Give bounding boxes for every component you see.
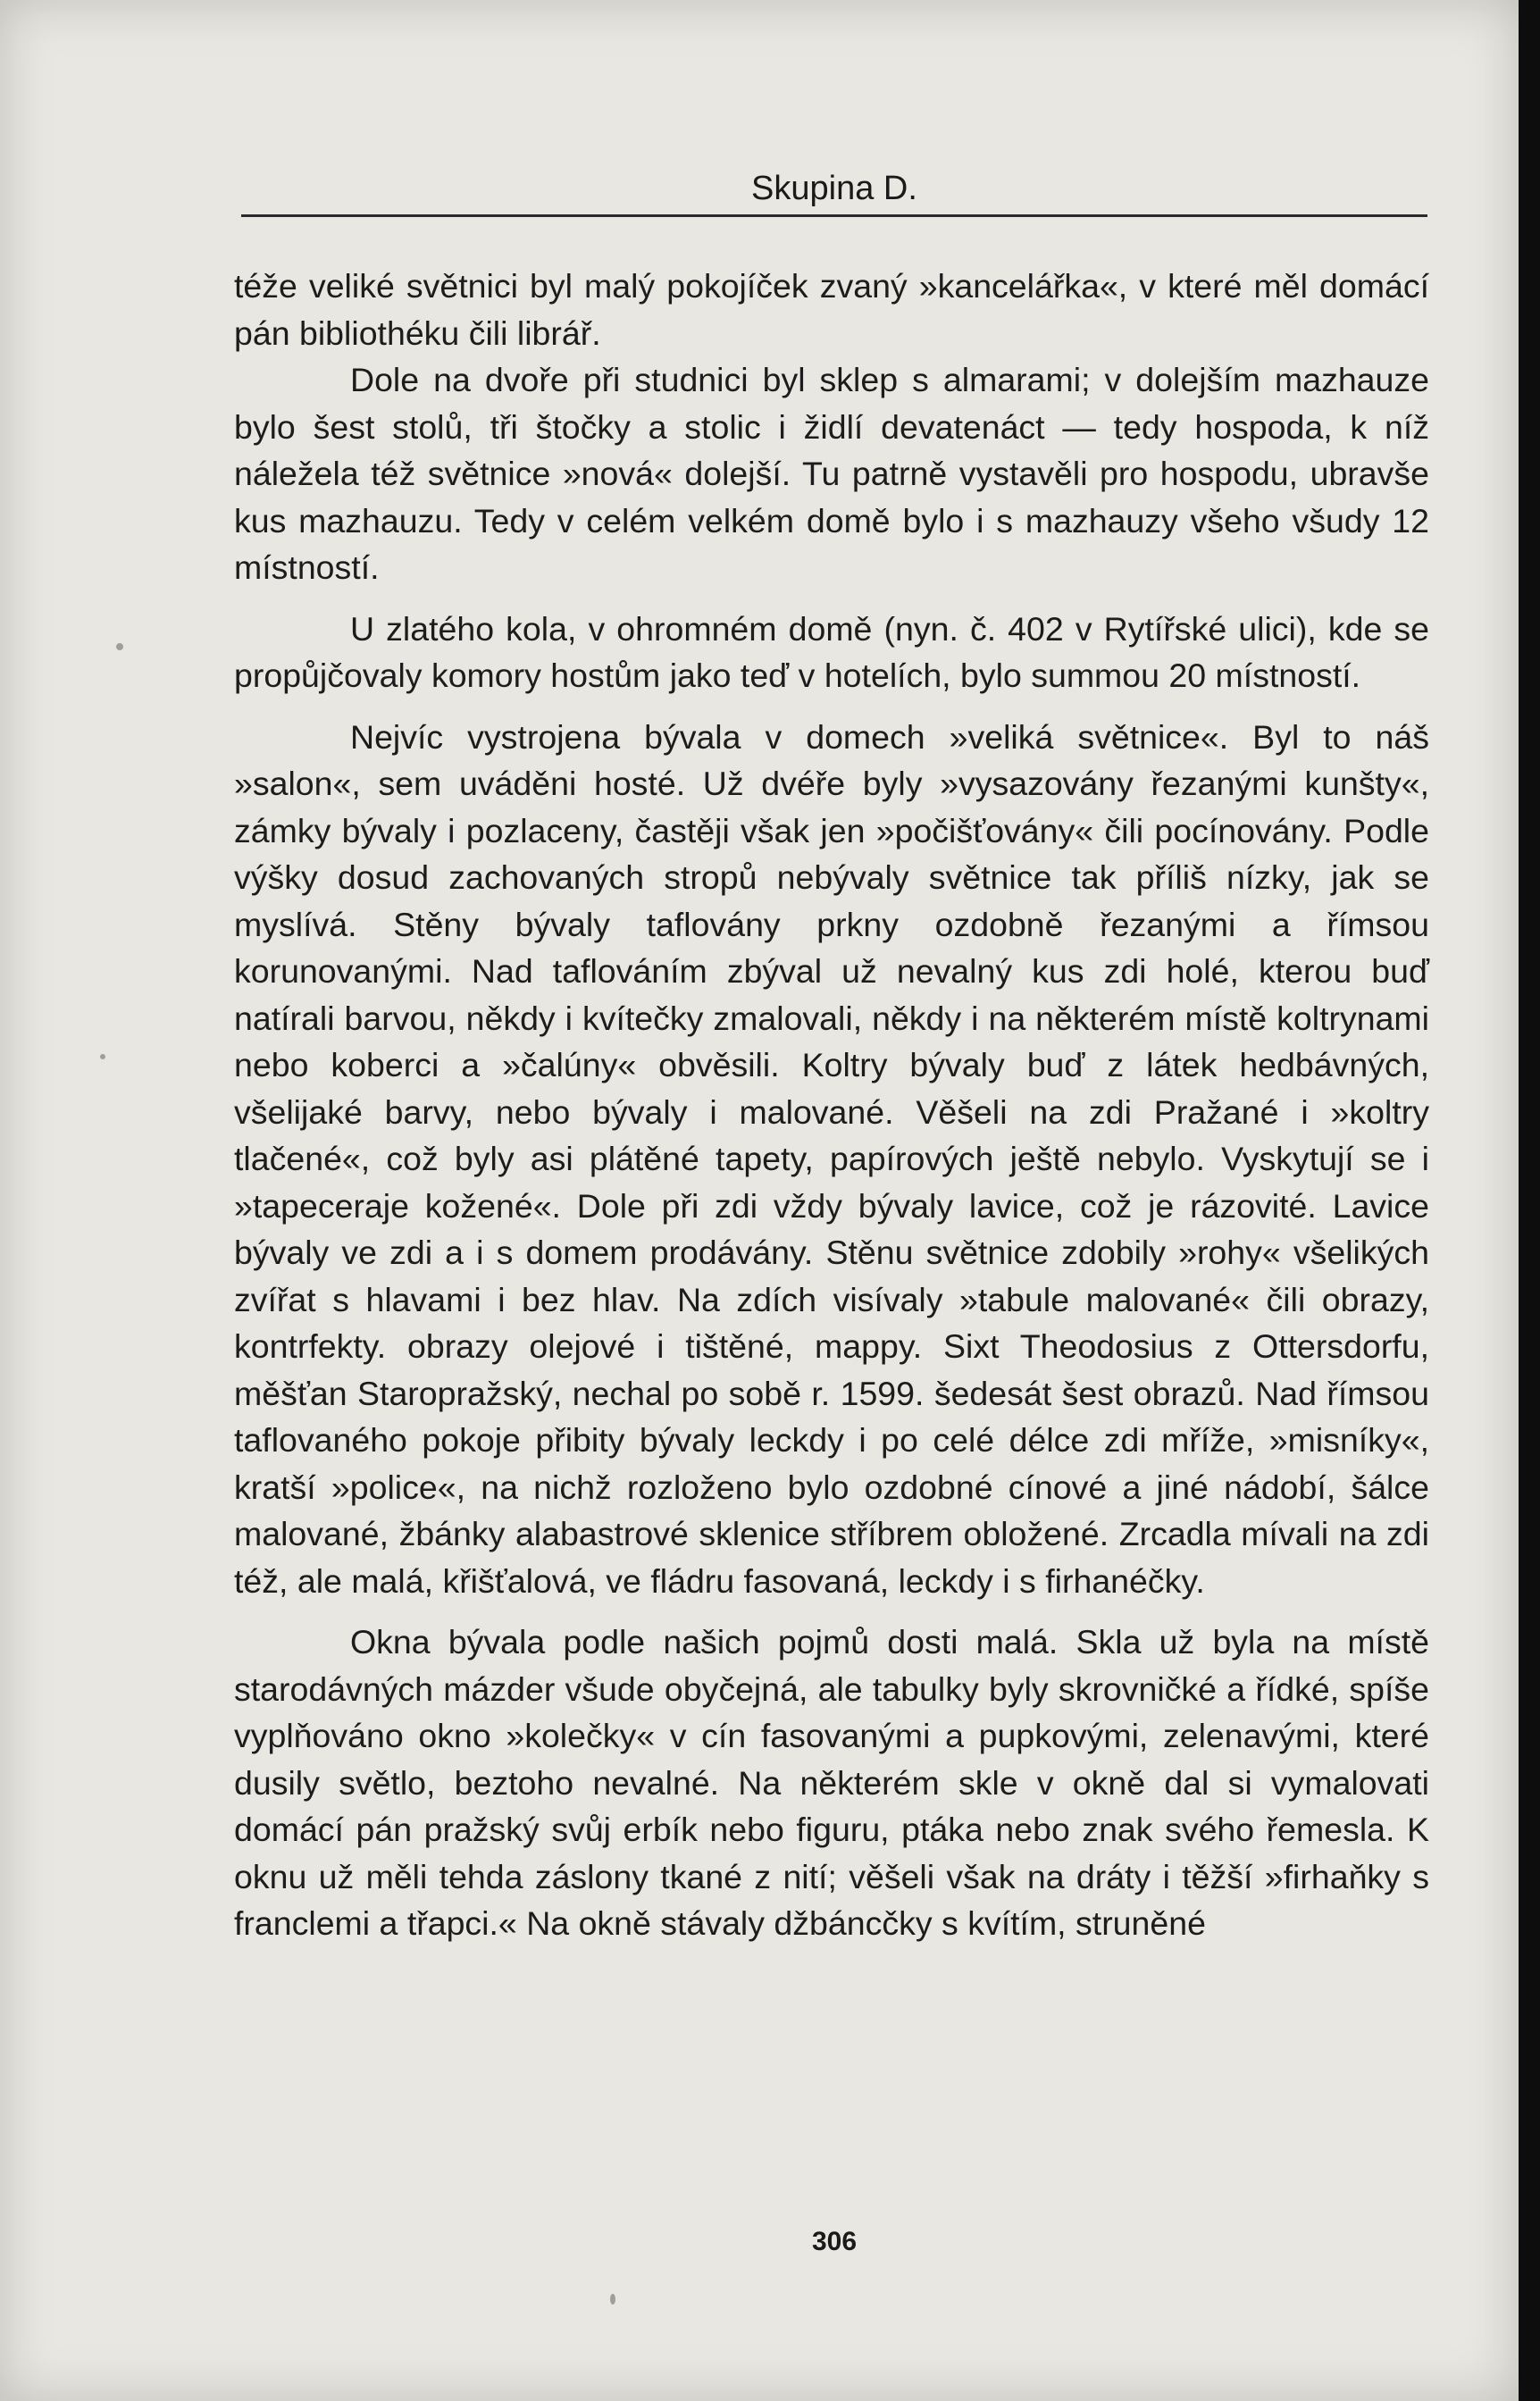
page-header: Skupina D. (751, 170, 917, 207)
page-number: 306 (811, 2227, 858, 2256)
page-body (234, 263, 1429, 1947)
header-rule (241, 214, 1427, 217)
scan-speck (116, 643, 123, 650)
paragraph-1: téže veliké světnici byl malý pokojíček zvaný »kancelářka«, v které měl domácí pán bibliothéku čili librář. (234, 267, 1429, 352)
scan-speck (610, 2294, 615, 2305)
scan-speck (100, 1054, 105, 1059)
paragraph-5: Okna bývala podle našich pojmů dosti malá. Skla už byla na místě starodávných mázder všude obyčejná, ale tabulky byly skrovničké a řídké, spíše vyplňováno okno »kolečky« v cín fasovanými a pupkovými, zelenavými, které dusily světlo, beztoho nevalné. Na některém skle v okně dal si vymalovati domácí pán pražský svůj erbík nebo figuru, ptáka nebo znak svého řemesla. K oknu už měli tehda záslony tkané z nití; věšeli však na dráty i těžší »firhaňky s franclemi a třapci.« Na okně stávaly džbáncčky s kvítím, struněné (234, 1623, 1429, 1942)
paragraph-3: U zlatého kola, v ohromném domě (nyn. č. 402 v Rytířské ulici), kde se propůjčovaly komory hostům jako teď v hotelích, bylo summou 20 místností. (234, 609, 1429, 694)
paragraph-2: Dole na dvoře při studnici byl sklep s almarami; v dolejším mazhauze bylo šest stolů, tři štočky a stolic i židlí devatenáct — tedy hospoda, k níž náležela též světnice »nová« dolejší. Tu patrně vystavěli pro hospodu, ubravše kus mazhauzu. Tedy v celém velkém domě bylo i s mazhauzy všeho všudy 12 místností. (234, 361, 1429, 586)
paragraph-4: Nejvíc vystrojena bývala v domech »veliká světnice«. Byl to náš »salon«, sem uváděni hosté. Už dvéře byly »vysazovány řezanými kunšty«, zámky bývaly i pozlaceny, častěji však jen »počišťovány« čili pocínovány. Podle výšky dosud zachovaných stropů nebývaly světnice tak příliš nízky, jak se myslívá. Stěny bývaly taflovány prkny ozdobně řezanými a římsou korunovanými. Nad taflováním zbýval už nevalný kus zdi holé, kterou buď natírali barvou, někdy i kvítečky zmalovali, někdy i na některém místě koltrynami nebo koberci a »čalúny« obvěsili. Koltry bývaly buď z látek hedbávných, všelijaké barvy, nebo bývaly i malované. Věšeli na zdi Pražané i »koltry tlačené«, což byly asi plátěné tapety, papírových ještě nebylo. Vyskytují se i »tapeceraje kožené«. Dole při zdi vždy bývaly lavice, což je rázovité. Lavice bývaly ve zdi a i s domem prodávány. Stěnu světnice zdobily »rohy« všelikých zvířat s hlavami i bez hlav. Na zdích visívaly »tabule malované« čili obrazy, kontrfekty. obrazy olejové i tištěné, mappy. Sixt Theodosius z Ottersdorfu, měšťan Staropražský, nechal po sobě r. 1599. šedesát šest obrazů. Nad římsou taflovaného pokoje přibity bývaly leckdy i po celé délce zdi mříže, »misníky«, kratší »police«, na nichž rozloženo bylo ozdobné cínové a jiné nádobí, šálce malované, žbánky alabastrové sklenice stříbrem obložené. Zrcadla mívali na zdi též, ale malá, křišťalová, ve fládru fasovaná, leckdy i s firhanéčky. (234, 717, 1429, 1600)
scan-dark-edge (1519, 0, 1540, 2401)
